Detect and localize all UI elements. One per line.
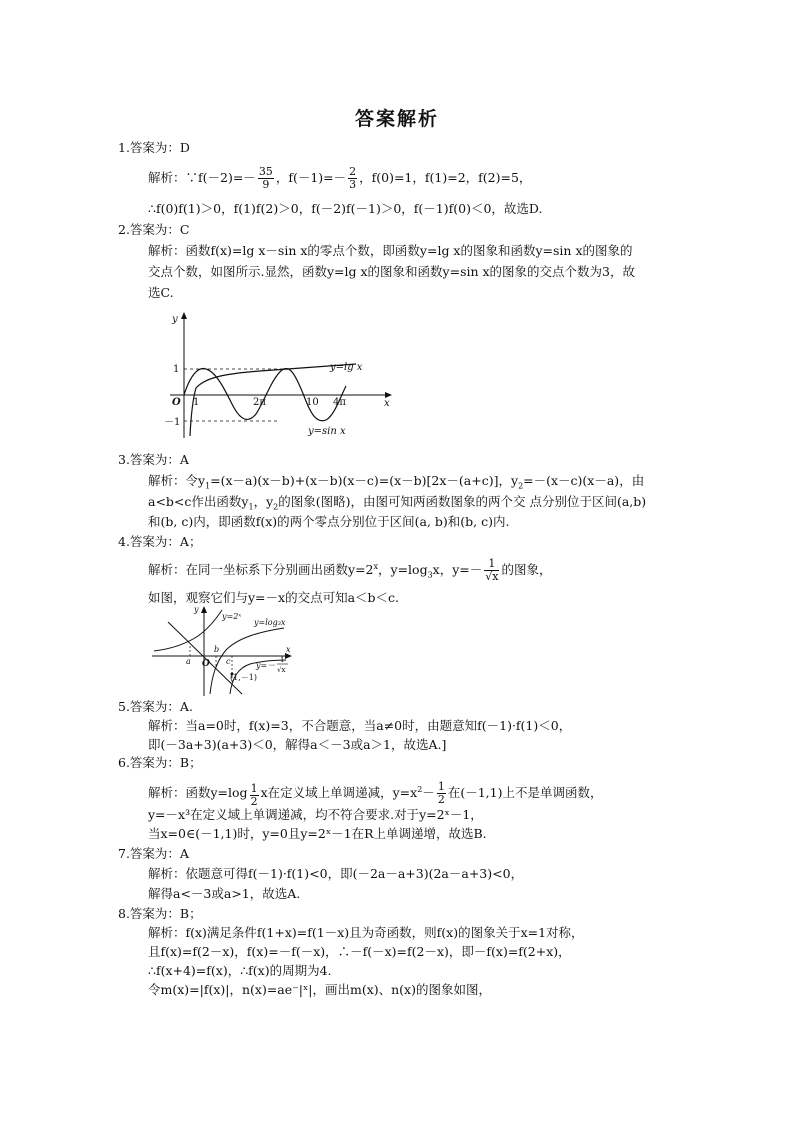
q3-line1 bbox=[148, 473, 644, 495]
q6-line1-b: x在定义域上单调递减，y=x bbox=[260, 785, 418, 800]
q2-x-label: x bbox=[384, 398, 390, 409]
q1-frac2-den: 3 bbox=[349, 178, 357, 191]
q3-line3: 和(b, c)内，即函数f(x)的两个零点分别位于区间(a, b)和(b, c)内. bbox=[148, 514, 510, 529]
q4-label-b: b bbox=[214, 645, 220, 654]
q4-figure bbox=[150, 604, 298, 698]
q6-line1-a: 解析：函数y=log bbox=[148, 785, 248, 800]
q3-line2-c: 的图象(图略)，由图可知两函数图象的两个交 点分别位于区间(a,b) bbox=[278, 494, 647, 509]
q4-label-2x: y=2ˣ bbox=[222, 612, 242, 621]
q2-xtick-1: 1 bbox=[193, 397, 200, 408]
q1-answer: 1.答案为：D bbox=[118, 140, 190, 155]
q7-line1: 解析：依题意可得f(－1)·f(1)<0，即(－2a－a+3)(2a－a+3)<0， bbox=[148, 866, 524, 881]
q6-line2: y=－x³在定义域上单调递减，均不符合要求.对于y=2ˣ－1， bbox=[148, 807, 483, 822]
q3-line1-a: 解析：令y bbox=[148, 473, 206, 488]
q6-line1-sup: 2 bbox=[417, 784, 423, 794]
q2-label-sin: y=sin x bbox=[308, 426, 346, 437]
q4-line1-b: ，y=log bbox=[378, 562, 428, 577]
q2-y-label: y bbox=[172, 314, 178, 325]
q4-line1-sup: x bbox=[373, 561, 379, 571]
q6-line1-c: － bbox=[422, 785, 435, 800]
q6-frac2-num: 1 bbox=[437, 780, 445, 793]
q1-line1-c: ，f(0)=1，f(1)=2，f(2)=5， bbox=[359, 170, 532, 185]
q6-fraction-1 bbox=[250, 783, 259, 808]
q8-line3: ∴f(x+4)=f(x)，∴f(x)的周期为4. bbox=[148, 963, 332, 978]
q2-label-lg: y=lg x bbox=[330, 362, 363, 373]
q8-answer: 8.答案为：B； bbox=[118, 906, 202, 921]
q1-line2: ∴f(0)f(1)＞0，f(1)f(2)＞0，f(－2)f(－1)＞0，f(－1)f(0)＜0，故选D. bbox=[148, 201, 543, 216]
q4-line1 bbox=[148, 558, 552, 584]
q3-line2-b: ，y bbox=[253, 494, 274, 509]
q4-label-log: y=log₃x bbox=[254, 618, 286, 627]
q3-sub-2: 2 bbox=[518, 481, 524, 491]
q4-origin-label: O bbox=[202, 659, 210, 669]
q2-tick-1: 1 bbox=[173, 364, 180, 375]
q5-answer: 5.答案为：A. bbox=[118, 699, 193, 714]
q4-curve-2x bbox=[154, 610, 222, 651]
q6-frac1-num: 1 bbox=[250, 782, 258, 795]
q3-line1-b: =(x－a)(x－b)+(x－b)(x－c)=(x－b)[2x－(a+c)]，y bbox=[210, 473, 519, 488]
q3-line2-sub-1: 1 bbox=[248, 502, 254, 512]
q4-label-recip-num: 1 bbox=[280, 656, 285, 664]
q4-x-label: x bbox=[286, 645, 291, 654]
q6-line1-d: 在(－1,1)上不是单调函数， bbox=[447, 785, 603, 800]
q2-figure-lg-sin bbox=[160, 306, 400, 442]
q6-line1 bbox=[148, 781, 602, 808]
q2-line1: 解析：函数f(x)=lg x－sin x的零点个数，即函数y=lg x的图象和函数y=sin x的图象的 bbox=[148, 243, 633, 258]
q3-sub-1: 1 bbox=[205, 481, 211, 491]
q2-tick-m1: －1 bbox=[164, 417, 181, 428]
q4-line1-a: 解析：在同一坐标系下分别画出函数y=2 bbox=[148, 562, 374, 577]
q2-xtick-10: 10 bbox=[306, 397, 319, 408]
q4-line1-d: 的图象， bbox=[501, 562, 552, 577]
q8-line4: 令m(x)=|f(x)|，n(x)=ae⁻|ˣ|，画出m(x)、n(x)的图象如图， bbox=[148, 982, 491, 997]
q2-origin-label: O bbox=[172, 397, 181, 408]
q2-xtick-2pi: 2π bbox=[253, 397, 266, 408]
q5-line2: 即(－3a+3)(a+3)＜0，解得a＜－3或a＞1，故选A.] bbox=[148, 737, 447, 752]
q4-line1-sub: 3 bbox=[427, 570, 433, 580]
q4-label-a: a bbox=[186, 657, 191, 666]
q4-line1-c: x，y=－ bbox=[432, 562, 483, 577]
q6-frac2-den: 2 bbox=[437, 793, 445, 806]
q6-answer: 6.答案为：B； bbox=[118, 755, 202, 770]
q4-line-neg-x bbox=[168, 622, 242, 694]
q6-frac1-den: 2 bbox=[250, 795, 258, 808]
q8-line1: 解析：f(x)满足条件f(1+x)=f(1－x)且为奇函数，则f(x)的图象关于x=1对称， bbox=[148, 925, 584, 940]
q1-fraction-1 bbox=[258, 166, 274, 191]
q4-line2: 如图，观察它们与y=－x的交点可知a＜b＜c. bbox=[148, 590, 400, 605]
q4-answer: 4.答案为：A； bbox=[118, 534, 202, 549]
q3-line2-sub-2: 2 bbox=[273, 502, 279, 512]
q1-fraction-2 bbox=[348, 166, 357, 191]
q1-frac2-num: 2 bbox=[349, 165, 357, 178]
q7-answer: 7.答案为：A bbox=[118, 846, 189, 861]
q2-line2: 交点个数，如图所示.显然，函数y=lg x的图象和函数y=sin x的图象的交点个数为3，故 bbox=[148, 264, 636, 279]
q3-line2-a: a<b<c作出函数y bbox=[148, 494, 249, 509]
q1-line1-a: 解析：∵f(－2)=－ bbox=[148, 170, 256, 185]
q4-label-point: (1,－1) bbox=[230, 673, 257, 682]
q1-frac1-den: 9 bbox=[262, 178, 270, 191]
q4-label-recip-den: √x bbox=[277, 666, 286, 674]
q6-line3: 当x=0∈(－1,1)时，y=0且y=2ˣ－1在R上单调递增，故选B. bbox=[148, 826, 487, 841]
q7-line2: 解得a<－3或a>1，故选A. bbox=[148, 886, 301, 901]
q2-xtick-4pi: 4π bbox=[333, 397, 346, 408]
q4-y-arrow bbox=[201, 606, 207, 613]
q4-label-recip-pre: y=－ bbox=[256, 661, 276, 670]
q8-line2: 且f(x)=f(2－x)，f(x)=－f(－x)，∴－f(－x)=f(2－x)，即－f(x)=f(2+x)， bbox=[148, 944, 571, 959]
q1-line1-b: ，f(－1)=－ bbox=[275, 170, 347, 185]
q2-answer: 2.答案为：C bbox=[118, 222, 190, 237]
q1-line1 bbox=[148, 166, 531, 191]
q3-line2 bbox=[148, 494, 646, 516]
q4-fraction bbox=[484, 558, 499, 583]
q4-y-label: y bbox=[194, 605, 199, 614]
q5-line1: 解析：当a=0时，f(x)=3，不合题意，当a≠0时，由题意知f(－1)·f(1)＜0， bbox=[148, 718, 572, 733]
q4-label-c: c bbox=[226, 657, 231, 666]
q4-frac-num: 1 bbox=[484, 558, 499, 571]
q1-frac1-num: 35 bbox=[258, 165, 273, 178]
q2-line3: 选C. bbox=[148, 285, 174, 300]
q6-fraction-2 bbox=[437, 781, 446, 806]
q4-frac-den: √x bbox=[485, 570, 499, 583]
q3-line1-c: =－(x－c)(x－a)，由 bbox=[523, 473, 645, 488]
q3-answer: 3.答案为：A bbox=[118, 452, 189, 467]
q2-y-arrow bbox=[181, 312, 187, 319]
page-title: 答案解析 bbox=[354, 108, 439, 130]
